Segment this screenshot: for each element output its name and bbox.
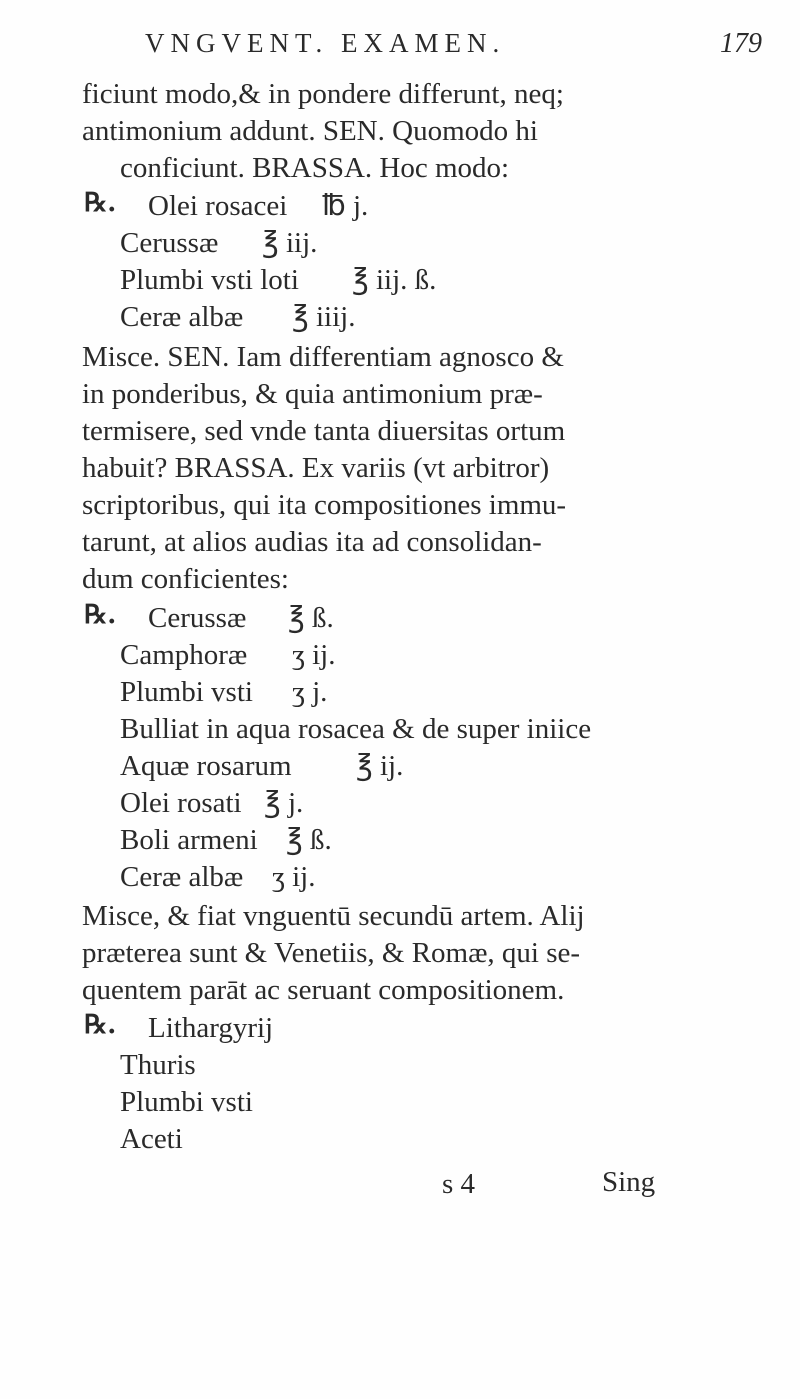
- recipe-symbol-icon: ℞.: [84, 188, 117, 218]
- ingredient-name: Camphoræ: [120, 639, 248, 671]
- ingredient-amount: ℥ ß.: [286, 824, 332, 856]
- ingredient-name: Boli armeni: [120, 824, 258, 856]
- text-line: dum conficientes:: [82, 563, 289, 595]
- ingredient-amount: ʒ ij.: [272, 861, 316, 893]
- ingredient-amount: ℔ j.: [322, 190, 369, 222]
- ingredient-name: Lithargyrij: [148, 1012, 274, 1044]
- text-line: habuit? BRASSA. Ex variis (vt arbitror): [82, 452, 550, 484]
- ingredient-amount: ʒ j.: [292, 676, 328, 708]
- ingredient-name: Cerussæ: [120, 227, 219, 259]
- text-line: quentem parāt ac seruant compositionem.: [82, 974, 565, 1006]
- recipe-symbol-icon: ℞.: [84, 1010, 117, 1040]
- ingredient-amount: ℥ ij.: [356, 750, 404, 782]
- ingredient-name: Plumbi vsti loti: [120, 264, 299, 296]
- ingredient-name: Aceti: [120, 1123, 183, 1155]
- ingredient-amount: ʒ ij.: [292, 639, 336, 671]
- ingredient-amount: ℥ ß.: [288, 602, 334, 634]
- ingredient-name: Olei rosacei: [148, 190, 288, 222]
- text-line: tarunt, at alios audias ita ad consolidan-: [82, 526, 542, 558]
- running-title: VNGVENT. EXAMEN.: [145, 28, 506, 58]
- ingredient-name: Ceræ albæ: [120, 301, 244, 333]
- text-line: scriptoribus, qui ita compositiones immu-: [82, 489, 567, 521]
- text-line: antimonium addunt. SEN. Quomodo hi: [82, 115, 538, 147]
- text-line: præterea sunt & Venetiis, & Romæ, qui se-: [82, 937, 581, 969]
- signature-mark: s 4: [442, 1168, 476, 1200]
- ingredient-name: Aquæ rosarum: [120, 750, 292, 782]
- text-line: conficiunt. BRASSA. Hoc modo:: [120, 152, 510, 184]
- text-line: Bulliat in aqua rosacea & de super iniice: [120, 713, 592, 745]
- text-line: termisere, sed vnde tanta diuersitas ortum: [82, 415, 566, 447]
- ingredient-name: Olei rosati: [120, 787, 242, 819]
- catchword: Sing: [602, 1166, 656, 1198]
- text-line: Misce, & fiat vnguentū secundū artem. Alij: [82, 900, 585, 932]
- ingredient-amount: ℥ iij.: [262, 227, 318, 259]
- ingredient-amount: ℥ j.: [264, 787, 304, 819]
- recipe-symbol-icon: ℞.: [84, 600, 117, 630]
- text-line: in ponderibus, & quia antimonium præ-: [82, 378, 543, 410]
- ingredient-name: Ceræ albæ: [120, 861, 244, 893]
- ingredient-name: Plumbi vsti: [120, 676, 253, 708]
- ingredient-name: Cerussæ: [148, 602, 247, 634]
- page-number: 179: [720, 28, 762, 59]
- ingredient-amount: ℥ iij. ß.: [352, 264, 437, 296]
- text-line: Misce. SEN. Iam differentiam agnosco &: [82, 341, 564, 373]
- ingredient-name: Thuris: [120, 1049, 196, 1081]
- ingredient-amount: ℥ iiij.: [292, 301, 356, 333]
- ingredient-name: Plumbi vsti: [120, 1086, 253, 1118]
- text-line: ficiunt modo,& in pondere differunt, neq;: [82, 78, 564, 110]
- running-head: [0, 28, 800, 68]
